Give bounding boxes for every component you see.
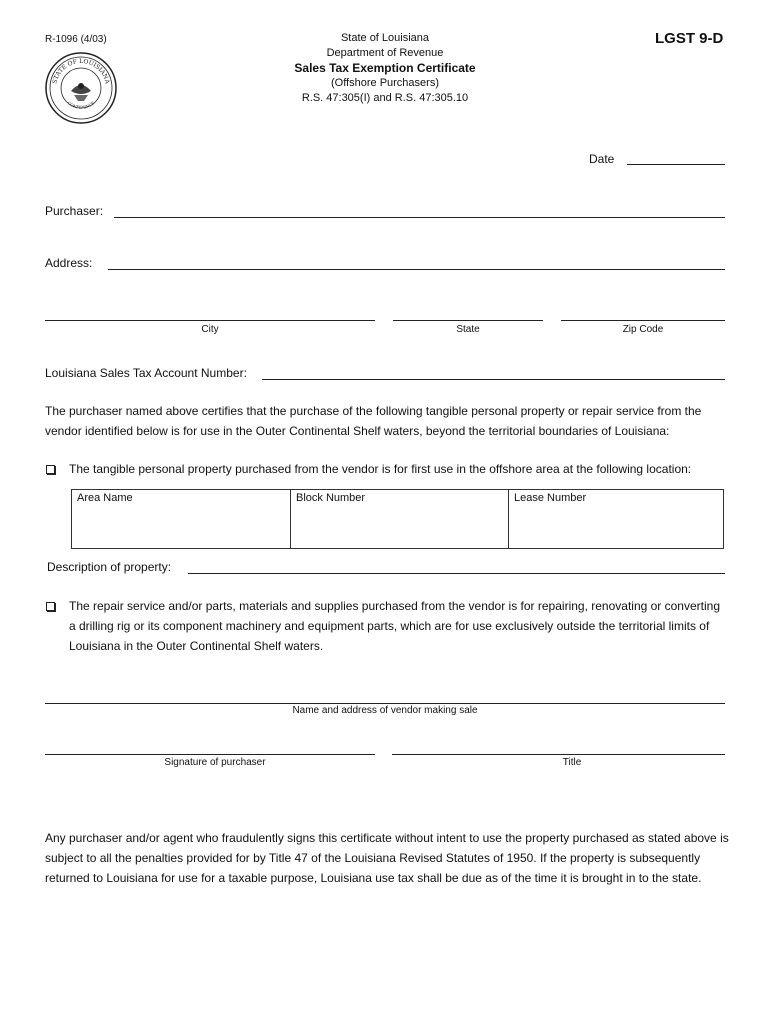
statute-reference: R.S. 47:305(I) and R.S. 47:305.10 <box>301 92 469 104</box>
date-label: Date <box>589 152 615 166</box>
certification-text: The purchaser named above certifies that the purchase of the following tangible personal property or repair service from the vendor identified below is for use in the Outer Continental Shelf waters, beyond the territorial boundaries of Louisiana: <box>45 404 702 438</box>
area-name-cell[interactable] <box>72 490 291 549</box>
option2-text: The repair service and/or parts, materials and supplies purchased from the vendor is for repairing, renovating or converting a drilling rig or its component machinery and equipment parts, which are for use exclusively outside the territorial limits of Louisiana in the Outer Continental Shelf waters. <box>69 599 720 653</box>
area-name-header: Area Name <box>77 492 133 504</box>
address-label: Address: <box>45 256 93 270</box>
block-number-cell[interactable] <box>291 490 509 549</box>
page-title: Sales Tax Exemption Certificate <box>294 61 476 75</box>
header-block <box>260 31 510 106</box>
state-name: State of Louisiana <box>340 32 430 44</box>
seal-bottom-text: CONFIDENCE <box>66 100 96 110</box>
account-label: Louisiana Sales Tax Account Number: <box>45 366 247 380</box>
zip-field[interactable] <box>561 306 725 321</box>
state-field[interactable] <box>393 306 543 321</box>
description-field[interactable] <box>188 559 725 574</box>
svg-text:CONFIDENCE <box>67 100 96 110</box>
vendor-field[interactable] <box>45 689 725 704</box>
svg-text:STATE OF LOUISIANA <box>51 58 110 85</box>
form-number: R-1096 (4/03) <box>45 34 107 45</box>
title-field[interactable] <box>392 740 725 755</box>
date-field[interactable] <box>627 150 725 165</box>
address-field[interactable] <box>108 255 725 270</box>
page-subtitle: (Offshore Purchasers) <box>330 77 439 89</box>
location-table <box>71 489 724 549</box>
form-code: LGST 9-D <box>655 30 724 47</box>
signature-label: Signature of purchaser <box>164 757 266 768</box>
repair-service-checkbox[interactable] <box>46 602 55 611</box>
vendor-label: Name and address of vendor making sale <box>292 705 478 716</box>
zip-label: Zip Code <box>622 324 664 335</box>
city-field[interactable] <box>45 306 375 321</box>
block-number-header: Block Number <box>296 492 366 504</box>
louisiana-seal-icon <box>44 51 118 125</box>
department-name: Department of Revenue <box>326 47 444 59</box>
tangible-property-checkbox[interactable] <box>46 465 55 474</box>
option1-text: The tangible personal property purchased from the vendor is for first use in the offshore area at the following location: <box>69 462 692 476</box>
lease-number-header: Lease Number <box>514 492 587 504</box>
title-label: Title <box>562 757 582 768</box>
penalty-notice: Any purchaser and/or agent who fraudulently signs this certificate without intent to use the property purchased as stated above is subject to all the penalties provided for by Title 47 of the Louisiana Revised Statutes of 1950. If the property is subsequently returned to Louisiana for use for a taxable purpose, Louisiana use tax shall be due as of the time it is brought in to the state. <box>45 831 729 885</box>
signature-field[interactable] <box>45 740 375 755</box>
lease-number-cell[interactable] <box>509 490 724 549</box>
description-label: Description of property: <box>47 560 172 574</box>
state-label: State <box>456 324 480 335</box>
purchaser-label: Purchaser: <box>45 204 104 218</box>
city-label: City <box>201 324 219 335</box>
seal-top-text: STATE OF LOUISIANA <box>51 57 111 85</box>
purchaser-field[interactable] <box>114 203 725 218</box>
account-number-field[interactable] <box>262 365 725 380</box>
